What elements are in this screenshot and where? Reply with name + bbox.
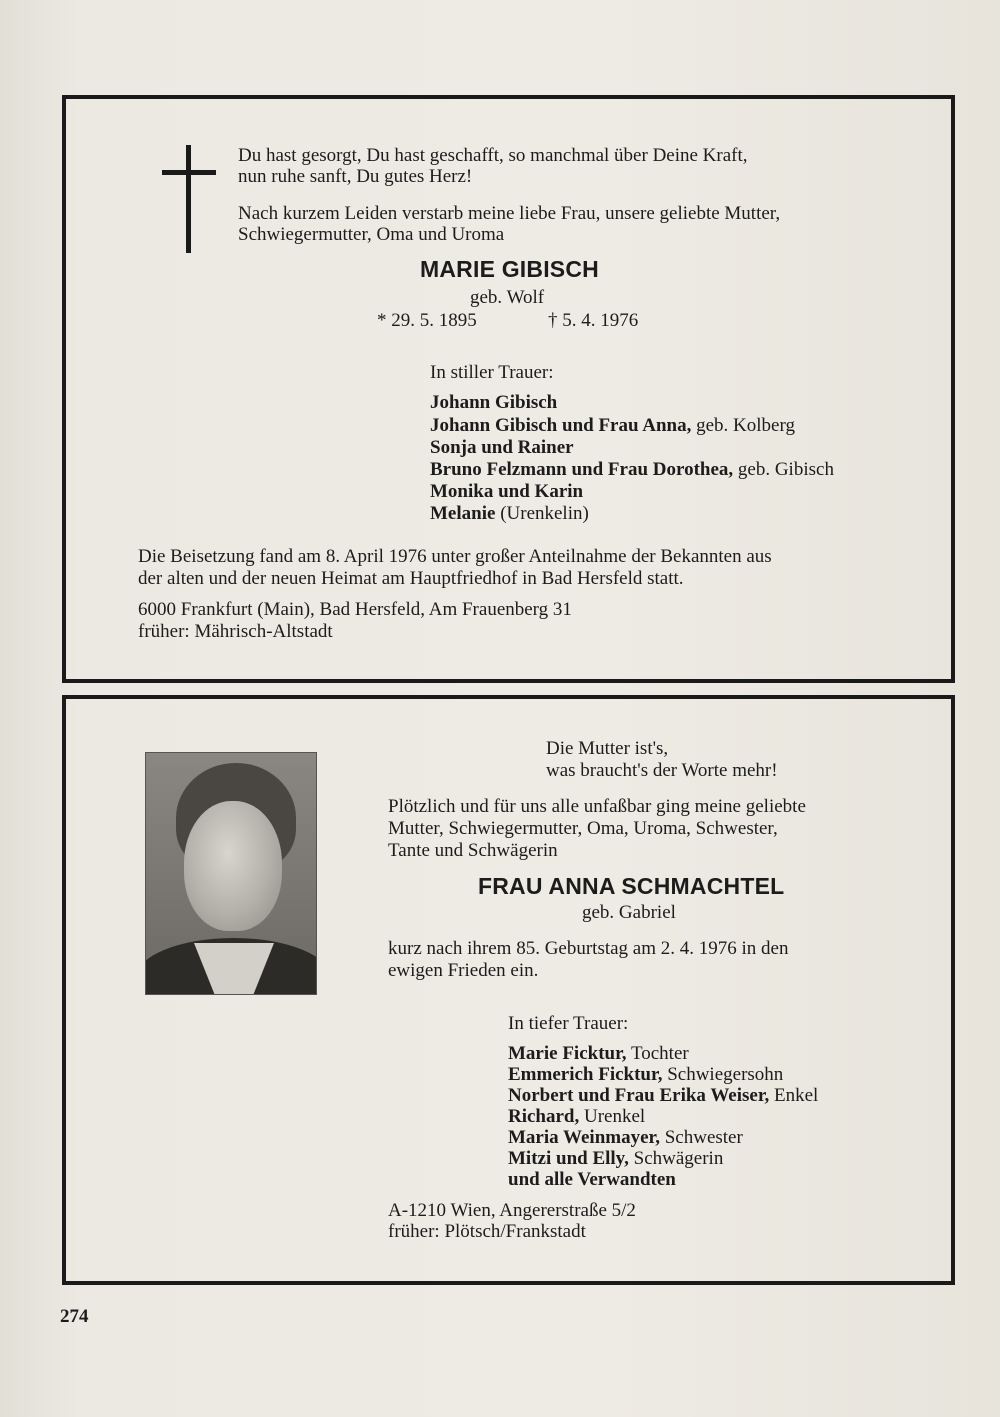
passing-line-2: ewigen Frieden ein. [388,960,539,981]
mourner: Norbert und Frau Erika Weiser, Enkel [508,1085,819,1106]
address-line-2: früher: Mährisch-Altstadt [138,621,333,642]
mourner: Mitzi und Elly, Schwägerin [508,1148,724,1169]
deceased-name: FRAU ANNA SCHMACHTEL [478,873,785,899]
deceased-name: MARIE GIBISCH [420,256,599,282]
address-line-1: A-1210 Wien, Angererstraße 5/2 [388,1200,636,1221]
intro-line-1: Nach kurzem Leiden verstarb meine liebe Frau, unsere geliebte Mutter, [238,203,781,224]
obituary-box-gibisch [62,95,955,683]
page-number: 274 [60,1306,89,1327]
death-date: † 5. 4. 1976 [548,310,639,331]
intro-line-2: Mutter, Schwiegermutter, Oma, Uroma, Schwester, [388,818,778,839]
mourner: Marie Ficktur, Tochter [508,1043,689,1064]
mourning-label: In stiller Trauer: [430,362,554,383]
verse-line-1: Die Mutter ist's, [546,738,669,759]
intro-line-2: Schwiegermutter, Oma und Uroma [238,224,505,245]
passing-line-1: kurz nach ihrem 85. Geburtstag am 2. 4. 1976 in den [388,938,789,959]
verse-line-2: was braucht's der Worte mehr! [546,760,778,781]
mourner: Emmerich Ficktur, Schwiegersohn [508,1064,784,1085]
intro-line-1: Plötzlich und für uns alle unfaßbar ging meine geliebte [388,796,806,817]
burial-line-2: der alten und der neuen Heimat am Hauptfriedhof in Bad Hersfeld statt. [138,568,684,589]
mourner: Maria Weinmayer, Schwester [508,1127,743,1148]
mourner: Johann Gibisch [430,392,558,413]
mourner: Johann Gibisch und Frau Anna, geb. Kolberg [430,415,795,436]
intro-line-3: Tante und Schwägerin [388,840,558,861]
born-name: geb. Gabriel [582,902,676,923]
mourner: Sonja und Rainer [430,437,574,458]
address-line-2: früher: Plötsch/Frankstadt [388,1221,586,1242]
born-name: geb. Wolf [470,287,545,308]
cross-icon [186,145,191,253]
cross-icon-bar [162,170,216,175]
mourner: Bruno Felzmann und Frau Dorothea, geb. Gibisch [430,459,834,480]
verse-line-2: nun ruhe sanft, Du gutes Herz! [238,166,473,187]
mourner: und alle Verwandten [508,1169,676,1190]
portrait-photo [145,752,317,995]
mourner: Monika und Karin [430,481,584,502]
mourning-label: In tiefer Trauer: [508,1013,629,1034]
mourner: Richard, Urenkel [508,1106,646,1127]
birth-date: * 29. 5. 1895 [377,310,477,331]
verse-line-1: Du hast gesorgt, Du hast geschafft, so manchmal über Deine Kraft, [238,145,748,166]
burial-line-1: Die Beisetzung fand am 8. April 1976 unter großer Anteilnahme der Bekannten aus [138,546,772,567]
address-line-1: 6000 Frankfurt (Main), Bad Hersfeld, Am Frauenberg 31 [138,599,572,620]
mourner: Melanie (Urenkelin) [430,503,589,524]
